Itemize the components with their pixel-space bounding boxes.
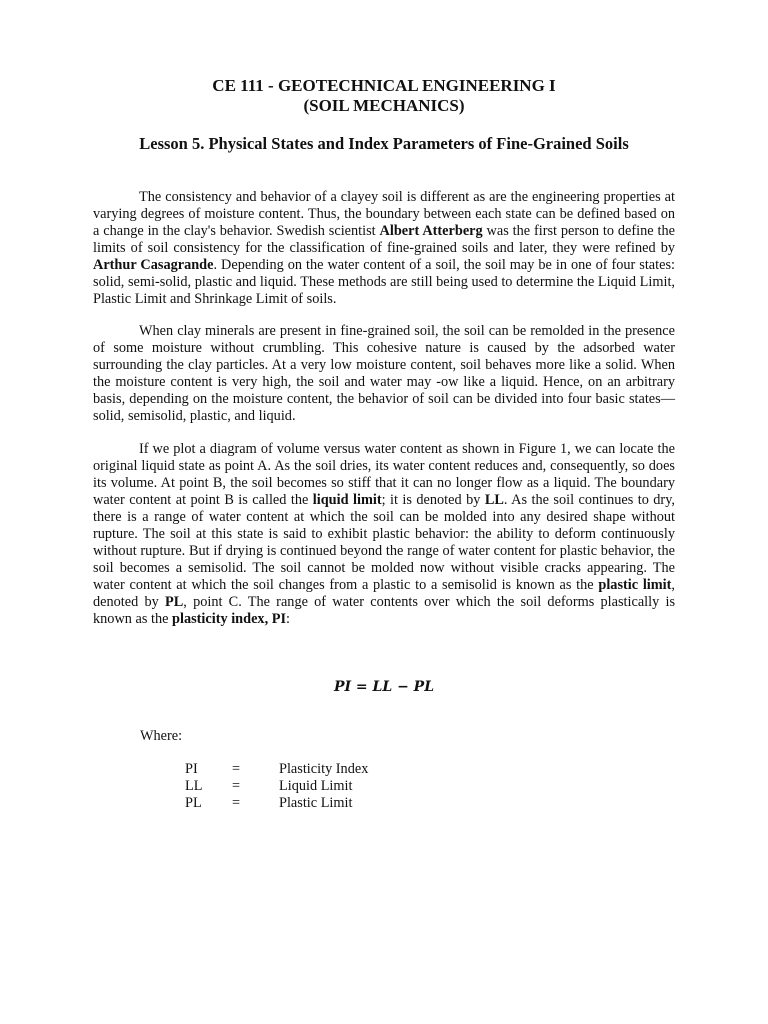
definition-symbol: PI	[185, 761, 198, 777]
definition-name: Liquid Limit	[279, 778, 353, 794]
definitions-list	[185, 761, 479, 812]
paragraph-text: If we plot a diagram of volume versus water content as shown in Figure 1, we can locate the original liquid state as point A. As the soil dries, its water content reduces and, consequently, so does its volume. At point B, the soil becomes so stiff that it can no longer flow as a liquid. The boundary water content at point B is called the	[93, 441, 675, 508]
definition-name: Plastic Limit	[279, 795, 353, 811]
definition-name: Plasticity Index	[279, 761, 369, 777]
lesson-title: Lesson 5. Physical States and Index Parameters of Fine-Grained Soils	[139, 134, 629, 153]
paragraph-text: , denoted by	[93, 577, 675, 610]
definition-equals: =	[232, 761, 241, 777]
paragraph-text: :	[286, 611, 290, 627]
plasticity-index-formula: PI = LL − PL	[333, 679, 435, 695]
definition-symbol: PL	[185, 795, 202, 811]
bold-term-ll: LL	[484, 492, 504, 508]
course-title-line1: CE 111 - GEOTECHNICAL ENGINEERING I	[212, 76, 556, 95]
definition-symbol: LL	[185, 778, 203, 794]
bold-term-casagrande: Arthur Casagrande	[93, 257, 214, 273]
definition-row	[185, 761, 479, 778]
paragraph-text: . As the soil continues to dry, there is a range of water content at which the soil can be molded into any desired shape without rupture. The soil at this state is said to exhibit plastic behavior: the ability to deform continuously without rupture. But if drying is continued beyond the range of water content for plastic behavior, the soil becomes a semisolid. The soil cannot be molded now without visible cracks appearing. The water content at which the soil changes from a plastic to a semisolid is known as the	[93, 492, 675, 593]
paragraph-clay-minerals: When clay minerals are present in fine-grained soil, the soil can be remolded in the presence of some moisture without crumbling. This cohesive nature is caused by the adsorbed water surrounding the clay particles. At a very low moisture content, soil behaves more like a solid. When the moisture content is very high, the soil and water may -ow like a liquid. Hence, on an arbitrary basis, depending on the moisture content, the behavior of soil can be divided into four basic states—solid, semisolid, plastic, and liquid.	[93, 323, 675, 424]
paragraph-volume-diagram	[93, 441, 675, 628]
paragraph-text: . Depending on the water content of a soil, the soil may be in one of four states: solid, semi-solid, plastic and liquid. These methods are still being used to determine the Liquid Limit, Plastic Limit and Shrinkage Limit of soils.	[93, 257, 675, 307]
bold-term-atterberg: Albert Atterberg	[379, 223, 483, 239]
paragraph-text: was the first person to define the limits of soil consistency for the classification of fine-grained soils and later, they were refined by	[93, 223, 675, 256]
paragraph-text: , point C. The range of water contents over which the soil deforms plastically is known as the	[93, 594, 676, 627]
course-title	[0, 76, 768, 116]
bold-term-liquid-limit: liquid limit	[312, 492, 382, 508]
definition-equals: =	[232, 795, 241, 811]
where-label: Where:	[140, 728, 183, 744]
definition-row	[185, 795, 479, 812]
bold-term-plasticity-index: plasticity index, PI	[172, 611, 287, 627]
paragraph-text: The consistency and behavior of a clayey soil is different as are the engineering properties at varying degrees of moisture content. Thus, the boundary between each state can be defined based on a change in the clay's behavior. Swedish scientist	[93, 189, 675, 239]
course-title-line2: (SOIL MECHANICS)	[303, 96, 465, 115]
bold-term-plastic-limit: plastic limit	[598, 577, 672, 593]
definition-equals: =	[232, 778, 241, 794]
paragraph-text: ; it is denoted by	[381, 492, 485, 508]
definition-row	[185, 778, 479, 795]
bold-term-pl: PL	[165, 594, 184, 610]
paragraph-consistency	[93, 189, 675, 308]
